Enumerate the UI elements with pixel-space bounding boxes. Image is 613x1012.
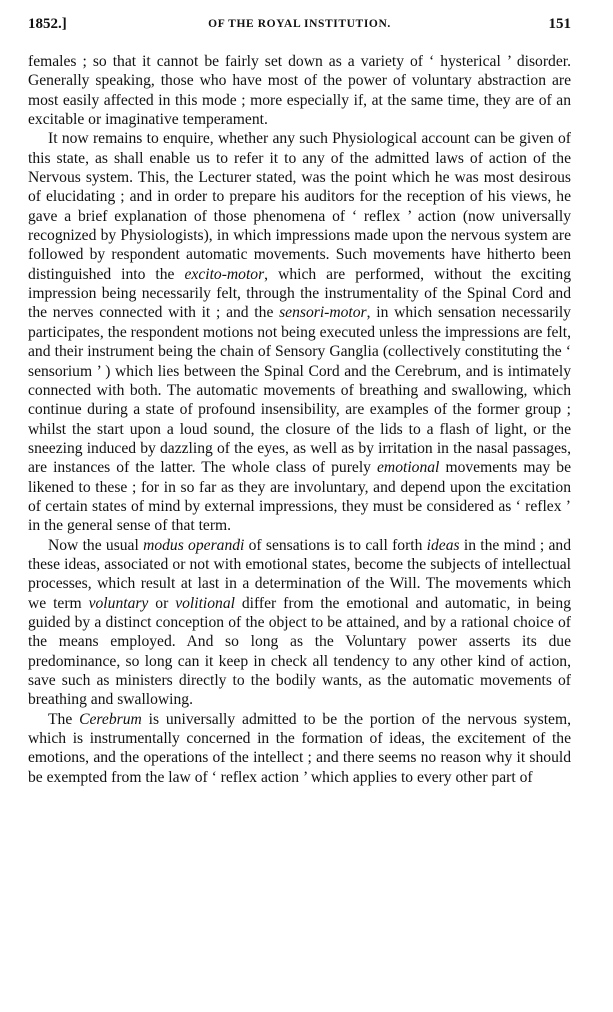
text-run: is universally admitted to be the portion of the nervous system, which is instrumentally concerned in the formation of ideas, the excitement of the emotions, and the operations of the intellect ; and there seems no reason why it should be exempted from the law of ‘ reflex action ’ which applies to every other part of	[28, 710, 571, 786]
page-number: 151	[548, 16, 571, 32]
text-run: in the mind ; and these ideas, associated or not with emotional states, become the subjects of intellectual processes, which result at last in a determination of the Will. The movements which we term	[28, 536, 571, 612]
running-head	[28, 16, 571, 38]
header-title: OF THE ROYAL INSTITUTION.	[208, 18, 391, 30]
italic-text: voluntary	[88, 594, 149, 612]
italic-text: volitional	[175, 594, 235, 612]
italic-text: ideas	[426, 536, 460, 554]
paragraph	[28, 536, 571, 710]
text-run: movements may be likened to these ; for in so far as they are involuntary, and depend upon the excitation of certain states of mind by external impressions, they must be considered as ‘ reflex ’ in the general sense of that term.	[28, 459, 571, 535]
text-run: of sensations is to call forth	[244, 536, 427, 554]
italic-text: sensori-motor	[279, 304, 367, 322]
text-run: It now remains to enquire, whether any such Physiological account can be given of this state, as shall enable us to refer it to any of the admitted laws of action of the Nervous system. This, the Lecturer stated, was the point which he was most desirous of elucidating ; and in order to prepare his auditors for the reception of his views, he gave a brief explanation of those phenomena of ‘ reflex ’ action (now universally recognized by Physiologists), in which impressions made upon the nervous system are followed by respondent automatic movements. Such movements have hitherto been distinguished into the	[28, 130, 571, 283]
text-run: , which are performed, without the exciting impression being necessarily felt, through the instrumentality of the Spinal Cord and the nerves connected with it ; and the	[28, 265, 571, 322]
text-run: Now the usual	[48, 536, 144, 554]
header-year: 1852.]	[28, 16, 67, 32]
paragraph	[28, 129, 571, 535]
italic-text: excito-motor	[184, 265, 265, 283]
text-run: The	[48, 710, 80, 728]
italic-text: modus operandi	[143, 536, 245, 554]
body-text	[28, 52, 571, 787]
text-run: or	[148, 594, 176, 612]
italic-text: emotional	[377, 459, 440, 477]
text-run: , in which sensation necessarily participates, the respondent motions not being executed unless the impressions are felt, and their instrument being the chain of Sensory Ganglia (collectively constituting the ‘ sensorium ’ ) which lies between the Spinal Cord and the Cerebrum, and is intimately connected with both. The automatic movements of breathing and swallowing, which continue during a state of profound insensibility, are examples of the former group ; whilst the start upon a loud sound, the closure of the lids to a flash of light, or the sneezing induced by dazzling of the eyes, as well as by irritation in the nasal passages, are instances of the latter. The whole class of purely	[28, 304, 571, 477]
text-run: females ; so that it cannot be fairly set down as a variety of ‘ hysterical ’ disorder. Generally speaking, those who have most of the power of voluntary abstraction are most easily affected in this mode ; more especially if, at the same time, they are of an excitable or imaginative temperament.	[28, 53, 571, 129]
italic-text: Cerebrum	[79, 710, 142, 728]
paragraph	[28, 710, 571, 787]
paragraph	[28, 52, 571, 129]
text-run: differ from the emotional and automatic, in being guided by a distinct conception of the object to be attained, and by a rational choice of the means employed. And so long as the Voluntary power asserts its due predominance, so long can it keep in check all tendency to any other kind of action, save such as ministers directly to the bodily wants, as the automatic movements of breathing and swallowing.	[28, 594, 572, 709]
